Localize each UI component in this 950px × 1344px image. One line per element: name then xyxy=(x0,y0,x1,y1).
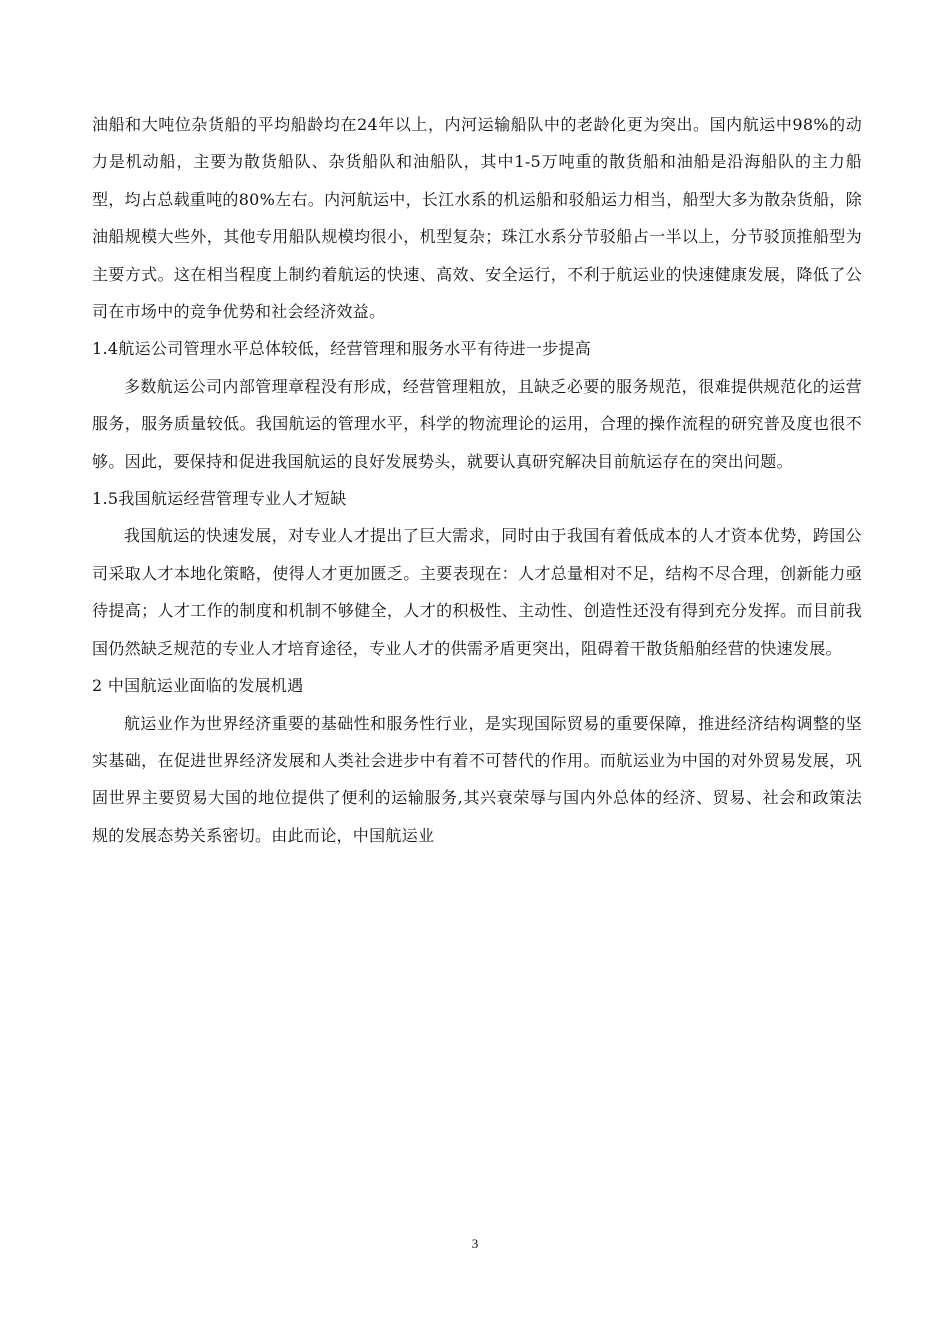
document-body xyxy=(92,106,862,854)
section-heading-2: 2 中国航运业面临的发展机遇 xyxy=(92,676,304,696)
page-number: 3 xyxy=(471,1236,479,1251)
section-heading-1-5: 1.5我国航运经营管理专业人才短缺 xyxy=(92,489,347,509)
paragraph-management-level: 多数航运公司内部管理章程没有形成，经营管理粗放，且缺乏必要的服务规范，很难提供规范化的运营服务，服务质量较低。我国航运的管理水平，科学的物流理论的运用，合理的操作流程的研究普及度也很不够。因此，要保持和促进我国航运的良好发展势头，就要认真研究解决目前航运存在的突出问题。 xyxy=(92,376,862,471)
section-heading-1-4: 1.4航运公司管理水平总体较低，经营管理和服务水平有待进一步提高 xyxy=(92,339,592,359)
paragraph-opportunities: 航运业作为世界经济重要的基础性和服务性行业，是实现国际贸易的重要保障，推进经济结构调整的坚实基础，在促进世界经济发展和人类社会进步中有着不可替代的作用。而航运业为中国的对外贸易发展，巩固世界主要贸易大国的地位提供了便利的运输服务,其兴衰荣辱与国内外总体的经济、贸易、社会和政策法规的发展态势关系密切。由此而论，中国航运业 xyxy=(92,713,862,845)
paragraph-fleet-age: 油船和大吨位杂货船的平均船龄均在24年以上，内河运输船队中的老龄化更为突出。国内航运中98%的动力是机动船，主要为散货船队、杂货船队和油船队，其中1-5万吨重的散货船和油船是沿海船队的主力船型，均占总载重吨的80%左右。内河航运中，长江水系的机运船和驳船运力相当，船型大多为散杂货船，除油船规模大些外，其他专用船队规模均很小，机型复杂；珠江水系分节驳船占一半以上，分节驳顶推船型为主要方式。这在相当程度上制约着航运的快速、高效、安全运行，不利于航运业的快速健康发展，降低了公司在市场中的竞争优势和社会经济效益。 xyxy=(92,115,862,322)
paragraph-talent-shortage: 我国航运的快速发展，对专业人才提出了巨大需求，同时由于我国有着低成本的人才资本优势，跨国公司采取人才本地化策略，使得人才更加匮乏。主要表现在：人才总量相对不足，结构不尽合理，创新能力亟待提高；人才工作的制度和机制不够健全，人才的积极性、主动性、创造性还没有得到充分发挥。而目前我国仍然缺乏规范的专业人才培育途径，专业人才的供需矛盾更突出，阻碍着干散货船舶经营的快速发展。 xyxy=(92,526,862,658)
